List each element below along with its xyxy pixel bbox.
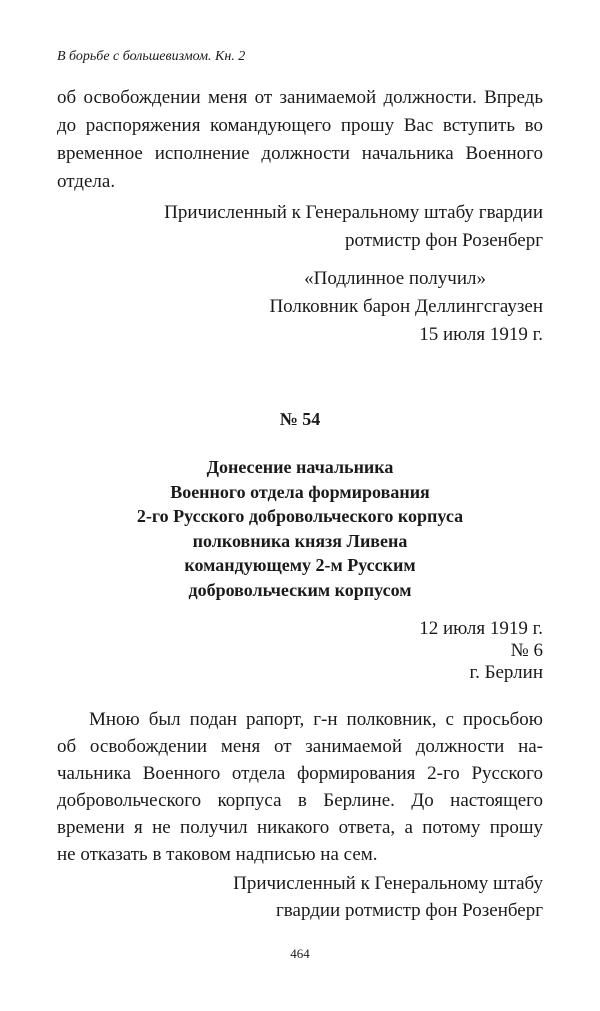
- body-paragraph: [57, 706, 543, 868]
- text-line: чальника Военного отдела формирования 2-го Русского: [57, 763, 543, 784]
- text-line: отдела.: [57, 171, 116, 192]
- title-line: 2-го Русского добровольческого корпуса: [136, 506, 464, 526]
- receipt-line: Полковник барон Деллингсгаузен: [269, 296, 543, 317]
- title-line: добровольческим корпусом: [188, 579, 412, 600]
- receipt-note: [57, 265, 543, 349]
- document-title: [0, 455, 600, 602]
- signature-line: гвардии ротмистр фон Розенберг: [276, 900, 543, 921]
- text-line: Мною был подан рапорт, г-н полковник, с просьбою: [89, 709, 543, 730]
- document-place: г. Берлин: [469, 662, 543, 683]
- running-header: В борьбе с большевизмом. Кн. 2: [57, 49, 246, 64]
- text-line: времени я не получил никакого ответа, а потому прошу: [57, 817, 543, 838]
- page-number: 464: [290, 946, 310, 961]
- document-number: № 54: [279, 409, 321, 429]
- signature-line: ротмистр фон Розенберг: [344, 230, 543, 251]
- document-date: 12 июля 1919 г.: [419, 618, 543, 639]
- title-line: Донесение начальника: [206, 457, 394, 477]
- text-line: временное исполнение должности начальника Военного: [57, 143, 543, 164]
- title-line: полковника князя Ливена: [192, 530, 408, 551]
- document-meta: [57, 617, 543, 683]
- continued-paragraph: [57, 84, 543, 196]
- signature-1: [57, 199, 543, 255]
- receipt-date: 15 июля 1919 г.: [419, 324, 543, 345]
- title-line: Военного отдела формирования: [170, 481, 430, 502]
- text-line: об освобождении меня от занимаемой должности. Впредь: [57, 87, 543, 108]
- text-line: не отказать в таковом надписью на сем.: [57, 844, 378, 865]
- text-line: об освобождении меня от занимаемой должности на-: [57, 736, 543, 757]
- title-line: командующему 2-м Русским: [184, 555, 416, 575]
- text-line: до распоряжения командующего прошу Вас вступить во: [57, 115, 543, 136]
- signature-line: Причисленный к Генеральному штабу гвардии: [164, 202, 543, 223]
- text-line: добровольческого корпуса в Берлине. До настоящего: [57, 790, 543, 811]
- signature-line: Причисленный к Генеральному штабу: [233, 873, 543, 894]
- receipt-line: «Подлинное получил»: [304, 268, 486, 289]
- signature-2: [57, 870, 543, 924]
- document-ref-number: № 6: [510, 640, 543, 661]
